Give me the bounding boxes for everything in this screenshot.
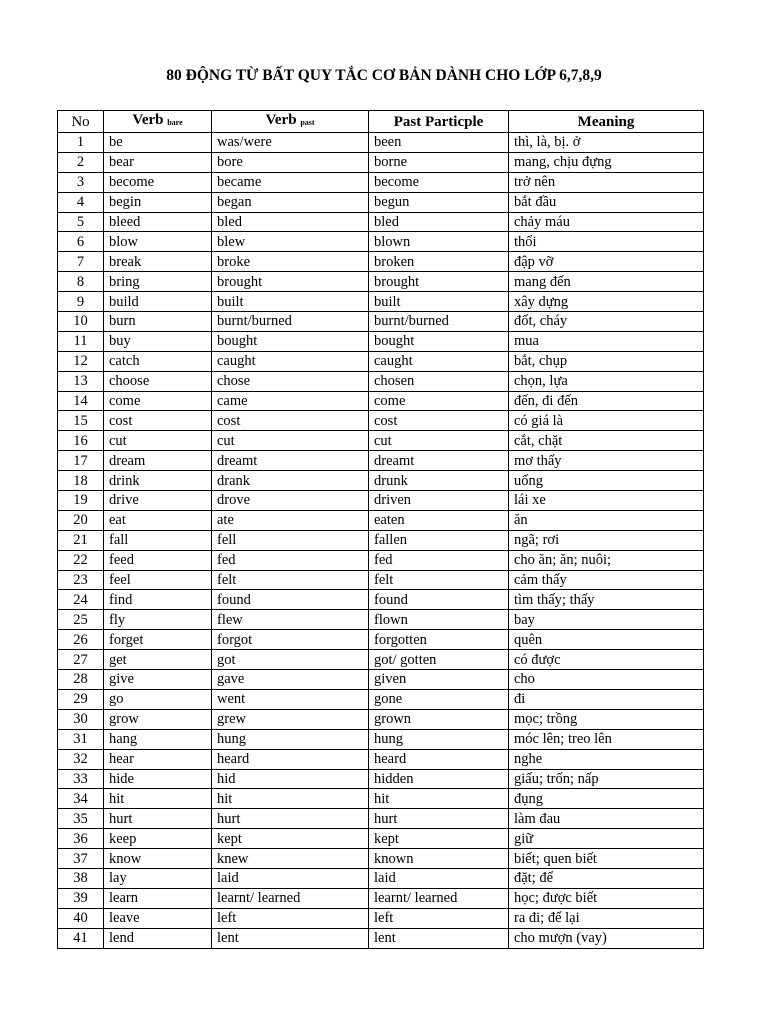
table-row	[58, 292, 704, 312]
cell-meaning: đến, đi đến	[509, 391, 704, 411]
cell-number: 23	[58, 570, 104, 590]
cell-verb-past: cost	[212, 411, 369, 431]
cell-meaning: tìm thấy; thấy	[509, 590, 704, 610]
cell-past-participle: left	[369, 908, 509, 928]
cell-number: 5	[58, 212, 104, 232]
header-verb-bare	[104, 111, 212, 133]
page-title: 80 ĐỘNG TỪ BẤT QUY TẮC CƠ BẢN DÀNH CHO LỚP 6,7,8,9	[166, 67, 602, 84]
cell-number: 2	[58, 152, 104, 172]
cell-meaning: học; được biết	[509, 888, 704, 908]
table-row	[58, 809, 704, 829]
cell-past-participle: come	[369, 391, 509, 411]
table-row	[58, 650, 704, 670]
table-row	[58, 689, 704, 709]
cell-number: 29	[58, 689, 104, 709]
cell-number: 24	[58, 590, 104, 610]
cell-past-participle: flown	[369, 610, 509, 630]
cell-past-participle: felt	[369, 570, 509, 590]
cell-number: 22	[58, 550, 104, 570]
cell-meaning: biết; quen biết	[509, 849, 704, 869]
cell-verb-past: flew	[212, 610, 369, 630]
table-row	[58, 928, 704, 948]
cell-number: 40	[58, 908, 104, 928]
cell-verb-bare: fall	[104, 530, 212, 550]
cell-verb-bare: become	[104, 172, 212, 192]
cell-past-participle: built	[369, 292, 509, 312]
cell-meaning: chọn, lựa	[509, 371, 704, 391]
header-verb-bare-sub: bare	[167, 118, 183, 127]
table-row	[58, 351, 704, 371]
cell-meaning: giấu; trốn; nấp	[509, 769, 704, 789]
cell-past-participle: hung	[369, 729, 509, 749]
cell-past-participle: hurt	[369, 809, 509, 829]
cell-number: 7	[58, 252, 104, 272]
cell-number: 37	[58, 849, 104, 869]
cell-past-participle: broken	[369, 252, 509, 272]
cell-verb-past: found	[212, 590, 369, 610]
cell-number: 28	[58, 670, 104, 690]
cell-verb-past: chose	[212, 371, 369, 391]
cell-meaning: bắt đầu	[509, 192, 704, 212]
table-row	[58, 749, 704, 769]
cell-past-participle: found	[369, 590, 509, 610]
cell-meaning: mua	[509, 331, 704, 351]
cell-past-participle: lent	[369, 928, 509, 948]
cell-meaning: đi	[509, 689, 704, 709]
cell-past-participle: got/ gotten	[369, 650, 509, 670]
table-row	[58, 451, 704, 471]
cell-verb-bare: hit	[104, 789, 212, 809]
header-past-participle: Past Particple	[369, 111, 509, 133]
cell-verb-bare: begin	[104, 192, 212, 212]
table-row	[58, 272, 704, 292]
cell-number: 19	[58, 491, 104, 511]
cell-verb-past: gave	[212, 670, 369, 690]
cell-verb-bare: buy	[104, 331, 212, 351]
table-row	[58, 789, 704, 809]
cell-verb-past: was/were	[212, 133, 369, 153]
cell-meaning: đốt, cháy	[509, 312, 704, 332]
cell-meaning: đụng	[509, 789, 704, 809]
cell-number: 4	[58, 192, 104, 212]
cell-meaning: nghe	[509, 749, 704, 769]
header-verb-past-sub: past	[300, 118, 315, 127]
table-header-row	[58, 111, 704, 133]
cell-verb-past: bought	[212, 331, 369, 351]
cell-number: 1	[58, 133, 104, 153]
cell-number: 26	[58, 630, 104, 650]
cell-past-participle: forgotten	[369, 630, 509, 650]
cell-number: 12	[58, 351, 104, 371]
cell-past-participle: burnt/burned	[369, 312, 509, 332]
cell-verb-bare: get	[104, 650, 212, 670]
cell-meaning: trở nên	[509, 172, 704, 192]
table-row	[58, 172, 704, 192]
cell-meaning: bắt, chụp	[509, 351, 704, 371]
cell-verb-past: bore	[212, 152, 369, 172]
cell-verb-bare: dream	[104, 451, 212, 471]
header-verb-bare-label: Verb	[132, 112, 164, 128]
cell-number: 25	[58, 610, 104, 630]
cell-past-participle: learnt/ learned	[369, 888, 509, 908]
cell-verb-past: heard	[212, 749, 369, 769]
cell-meaning: móc lên; treo lên	[509, 729, 704, 749]
table-row	[58, 590, 704, 610]
cell-verb-bare: lend	[104, 928, 212, 948]
table-row	[58, 431, 704, 451]
cell-meaning: thổi	[509, 232, 704, 252]
cell-past-participle: hit	[369, 789, 509, 809]
cell-past-participle: begun	[369, 192, 509, 212]
cell-past-participle: fallen	[369, 530, 509, 550]
cell-past-participle: cut	[369, 431, 509, 451]
cell-past-participle: chosen	[369, 371, 509, 391]
cell-number: 21	[58, 530, 104, 550]
cell-verb-past: went	[212, 689, 369, 709]
cell-verb-bare: be	[104, 133, 212, 153]
cell-verb-past: laid	[212, 868, 369, 888]
cell-verb-past: began	[212, 192, 369, 212]
cell-meaning: uống	[509, 471, 704, 491]
cell-past-participle: dreamt	[369, 451, 509, 471]
cell-meaning: có giá là	[509, 411, 704, 431]
cell-verb-past: felt	[212, 570, 369, 590]
cell-number: 34	[58, 789, 104, 809]
cell-verb-bare: blow	[104, 232, 212, 252]
cell-verb-past: fed	[212, 550, 369, 570]
cell-meaning: chảy máu	[509, 212, 704, 232]
cell-verb-bare: give	[104, 670, 212, 690]
cell-verb-bare: forget	[104, 630, 212, 650]
cell-past-participle: fed	[369, 550, 509, 570]
cell-verb-bare: hang	[104, 729, 212, 749]
cell-verb-bare: know	[104, 849, 212, 869]
cell-meaning: bay	[509, 610, 704, 630]
table-row	[58, 252, 704, 272]
cell-meaning: mang, chịu đựng	[509, 152, 704, 172]
cell-past-participle: heard	[369, 749, 509, 769]
cell-number: 6	[58, 232, 104, 252]
cell-verb-bare: bear	[104, 152, 212, 172]
cell-number: 16	[58, 431, 104, 451]
cell-verb-past: hung	[212, 729, 369, 749]
table-row	[58, 849, 704, 869]
cell-number: 17	[58, 451, 104, 471]
cell-past-participle: kept	[369, 829, 509, 849]
cell-meaning: cho mượn (vay)	[509, 928, 704, 948]
cell-verb-past: forgot	[212, 630, 369, 650]
cell-verb-bare: leave	[104, 908, 212, 928]
cell-verb-bare: find	[104, 590, 212, 610]
cell-past-participle: gone	[369, 689, 509, 709]
cell-verb-past: caught	[212, 351, 369, 371]
cell-verb-past: grew	[212, 709, 369, 729]
cell-meaning: xây dựng	[509, 292, 704, 312]
cell-verb-bare: feed	[104, 550, 212, 570]
cell-past-participle: bled	[369, 212, 509, 232]
cell-verb-bare: drink	[104, 471, 212, 491]
table-row	[58, 769, 704, 789]
cell-past-participle: become	[369, 172, 509, 192]
cell-number: 27	[58, 650, 104, 670]
cell-meaning: ra đi; để lại	[509, 908, 704, 928]
cell-past-participle: grown	[369, 709, 509, 729]
cell-verb-past: ate	[212, 510, 369, 530]
cell-verb-past: fell	[212, 530, 369, 550]
cell-verb-bare: bleed	[104, 212, 212, 232]
cell-verb-past: got	[212, 650, 369, 670]
cell-verb-past: knew	[212, 849, 369, 869]
table-row	[58, 312, 704, 332]
cell-verb-bare: feel	[104, 570, 212, 590]
cell-number: 38	[58, 868, 104, 888]
cell-meaning: mang đến	[509, 272, 704, 292]
table-row	[58, 630, 704, 650]
cell-verb-bare: keep	[104, 829, 212, 849]
cell-past-participle: laid	[369, 868, 509, 888]
cell-meaning: mọc; trồng	[509, 709, 704, 729]
table-row	[58, 133, 704, 153]
cell-verb-bare: lay	[104, 868, 212, 888]
cell-meaning: mơ thấy	[509, 451, 704, 471]
table-row	[58, 232, 704, 252]
irregular-verbs-table	[57, 110, 704, 949]
cell-meaning: cảm thấy	[509, 570, 704, 590]
cell-meaning: thì, là, bị. ở	[509, 133, 704, 153]
cell-verb-bare: cost	[104, 411, 212, 431]
cell-number: 39	[58, 888, 104, 908]
cell-meaning: quên	[509, 630, 704, 650]
cell-verb-bare: drive	[104, 491, 212, 511]
cell-meaning: đặt; để	[509, 868, 704, 888]
cell-verb-bare: hide	[104, 769, 212, 789]
cell-number: 30	[58, 709, 104, 729]
cell-number: 36	[58, 829, 104, 849]
cell-number: 3	[58, 172, 104, 192]
cell-past-participle: eaten	[369, 510, 509, 530]
header-verb-past	[212, 111, 369, 133]
cell-verb-past: lent	[212, 928, 369, 948]
cell-past-participle: caught	[369, 351, 509, 371]
cell-past-participle: given	[369, 670, 509, 690]
table-row	[58, 411, 704, 431]
cell-meaning: cắt, chặt	[509, 431, 704, 451]
cell-number: 11	[58, 331, 104, 351]
cell-meaning: giữ	[509, 829, 704, 849]
cell-verb-past: learnt/ learned	[212, 888, 369, 908]
cell-number: 31	[58, 729, 104, 749]
header-no: No	[58, 111, 104, 133]
cell-number: 33	[58, 769, 104, 789]
cell-verb-past: cut	[212, 431, 369, 451]
cell-past-participle: been	[369, 133, 509, 153]
cell-number: 10	[58, 312, 104, 332]
header-meaning: Meaning	[509, 111, 704, 133]
cell-past-participle: drunk	[369, 471, 509, 491]
cell-past-participle: cost	[369, 411, 509, 431]
cell-verb-past: drank	[212, 471, 369, 491]
cell-past-participle: brought	[369, 272, 509, 292]
table-row	[58, 729, 704, 749]
cell-verb-bare: eat	[104, 510, 212, 530]
cell-meaning: ăn	[509, 510, 704, 530]
cell-number: 35	[58, 809, 104, 829]
cell-verb-bare: grow	[104, 709, 212, 729]
table-row	[58, 391, 704, 411]
cell-verb-bare: burn	[104, 312, 212, 332]
cell-verb-past: dreamt	[212, 451, 369, 471]
cell-verb-bare: bring	[104, 272, 212, 292]
cell-verb-bare: cut	[104, 431, 212, 451]
table-row	[58, 530, 704, 550]
cell-verb-past: hurt	[212, 809, 369, 829]
table-row	[58, 570, 704, 590]
cell-verb-past: left	[212, 908, 369, 928]
cell-verb-past: drove	[212, 491, 369, 511]
table-row	[58, 670, 704, 690]
cell-verb-bare: come	[104, 391, 212, 411]
table-row	[58, 471, 704, 491]
cell-verb-bare: break	[104, 252, 212, 272]
cell-verb-bare: catch	[104, 351, 212, 371]
cell-verb-bare: learn	[104, 888, 212, 908]
cell-verb-bare: build	[104, 292, 212, 312]
cell-past-participle: borne	[369, 152, 509, 172]
cell-verb-bare: choose	[104, 371, 212, 391]
table-row	[58, 829, 704, 849]
table-row	[58, 888, 704, 908]
cell-verb-past: built	[212, 292, 369, 312]
table-row	[58, 908, 704, 928]
cell-past-participle: bought	[369, 331, 509, 351]
table-row	[58, 491, 704, 511]
cell-verb-past: kept	[212, 829, 369, 849]
header-verb-past-label: Verb	[265, 112, 297, 128]
cell-verb-past: bled	[212, 212, 369, 232]
cell-verb-bare: hear	[104, 749, 212, 769]
cell-verb-past: brought	[212, 272, 369, 292]
table-row	[58, 550, 704, 570]
cell-verb-bare: fly	[104, 610, 212, 630]
cell-number: 14	[58, 391, 104, 411]
cell-verb-past: hit	[212, 789, 369, 809]
cell-past-participle: blown	[369, 232, 509, 252]
table-row	[58, 610, 704, 630]
table-row	[58, 152, 704, 172]
cell-meaning: cho	[509, 670, 704, 690]
cell-number: 8	[58, 272, 104, 292]
cell-verb-bare: hurt	[104, 809, 212, 829]
cell-past-participle: hidden	[369, 769, 509, 789]
cell-number: 20	[58, 510, 104, 530]
table-row	[58, 192, 704, 212]
cell-number: 18	[58, 471, 104, 491]
cell-verb-past: came	[212, 391, 369, 411]
table-row	[58, 212, 704, 232]
table-body	[58, 133, 704, 949]
cell-verb-past: blew	[212, 232, 369, 252]
cell-number: 9	[58, 292, 104, 312]
cell-verb-past: burnt/burned	[212, 312, 369, 332]
cell-meaning: ngã; rơi	[509, 530, 704, 550]
cell-number: 41	[58, 928, 104, 948]
cell-verb-past: broke	[212, 252, 369, 272]
table-row	[58, 709, 704, 729]
cell-meaning: làm đau	[509, 809, 704, 829]
cell-meaning: lái xe	[509, 491, 704, 511]
cell-verb-past: became	[212, 172, 369, 192]
table-row	[58, 371, 704, 391]
cell-past-participle: known	[369, 849, 509, 869]
cell-meaning: đập vỡ	[509, 252, 704, 272]
table-row	[58, 331, 704, 351]
cell-number: 15	[58, 411, 104, 431]
cell-number: 13	[58, 371, 104, 391]
cell-meaning: cho ăn; ăn; nuôi;	[509, 550, 704, 570]
cell-past-participle: driven	[369, 491, 509, 511]
table-row	[58, 510, 704, 530]
cell-meaning: có được	[509, 650, 704, 670]
cell-verb-past: hid	[212, 769, 369, 789]
table-row	[58, 868, 704, 888]
cell-number: 32	[58, 749, 104, 769]
cell-verb-bare: go	[104, 689, 212, 709]
